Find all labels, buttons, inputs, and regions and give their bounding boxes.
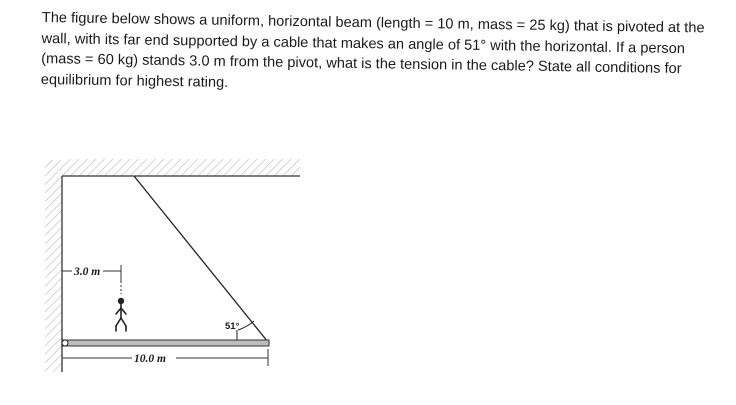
angle-arc [238,321,254,330]
problem-line-4: equilibrium for highest rating. [40,71,229,91]
angle-label: 51° [225,321,240,332]
ceiling-hatching [62,159,300,176]
problem-line-1: The figure below shows a uniform, horizontal beam (length = 10 m, mass = 25 kg) that is pivoted at the [41,9,705,37]
cable [134,176,268,342]
beam-length-label: 10.0 m [134,353,166,365]
problem-line-2: wall, with its far end supported by a cable that makes an angle of 51° with the horizontal. If a person [41,30,686,57]
person-distance-label: 3.0 m [74,266,101,278]
beam [62,340,269,346]
pivot [62,340,68,346]
person-figure [116,298,126,331]
problem-line-3: (mass = 60 kg) stands 3.0 m from the pivot, what is the tension in the cable? State all conditions for [41,50,682,78]
wall-hatching [45,160,62,372]
